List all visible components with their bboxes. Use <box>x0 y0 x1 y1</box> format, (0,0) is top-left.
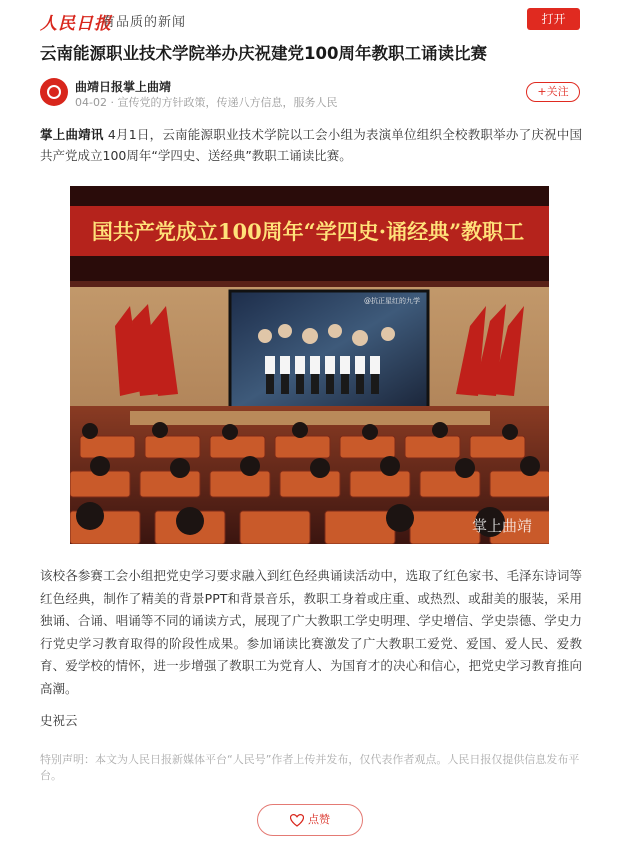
photo-watermark: 掌上曲靖 <box>471 517 532 535</box>
article-title: 云南能源职业技术学院举办庆祝建党100周年教职工诵读比赛 <box>40 44 487 63</box>
top-bar <box>0 0 623 38</box>
author-avatar[interactable] <box>40 78 68 106</box>
author-signature: 史祝云 <box>40 713 78 728</box>
publish-date: 04-02 <box>75 96 107 109</box>
author-meta <box>75 94 337 110</box>
tagline: 有品质的新闻 <box>102 15 187 30</box>
open-app-button[interactable]: 打开 <box>527 8 580 30</box>
banner-text: 国共产党成立100周年“学四史·诵经典”教职工 <box>91 219 525 244</box>
screen-text: @抗正星红的九学 <box>364 297 420 305</box>
lead-label: 掌上曲靖讯 <box>40 127 104 142</box>
follow-button[interactable]: +关注 <box>526 82 580 102</box>
heart-icon <box>290 814 304 827</box>
paragraph-1-text: 4月1日，云南能源职业技术学院以工会小组为表演单位组织全校教职举办了庆祝中国共产党成立100周年“学四史、送经典”教职工诵读比赛。 <box>40 127 582 163</box>
people-daily-logo[interactable]: 人民日报 <box>40 14 112 34</box>
like-button[interactable] <box>257 804 363 836</box>
author-row <box>40 78 585 110</box>
recital-stage-image <box>70 186 549 544</box>
author-name[interactable]: 曲靖日报掌上曲靖 <box>75 80 172 94</box>
author-motto: 宣传党的方针政策，传递八方信息，服务人民 <box>117 96 338 109</box>
like-label: 点赞 <box>308 813 330 826</box>
article-paragraph-2: 该校各参赛工会小组把党史学习要求融入到红色经典诵读活动中，选取了红色家书、毛泽东诗词等红色经典，制作了精美的背景PPT和背景音乐，教职工身着或庄重、或热烈、或甜美的服装，采用独诵、合诵、唱诵等不同的诵读方式，展现了广大教职工学史明理、学史增信、学史崇德、学史力行党史学习教育取得的阶段性成果。参加诵读比赛激发了广大教职工爱党、爱国、爱人民、爱教育、爱学校的情怀，进一步增强了教职工为党育人、为国育才的决心和信心，把党史学习教育推向高潮。 <box>40 568 582 696</box>
article-photo[interactable] <box>70 186 549 544</box>
meta-separator: · <box>110 96 118 109</box>
article-paragraph-1 <box>40 124 582 166</box>
special-disclaimer: 特别声明：本文为人民日报新媒体平台“人民号”作者上传并发布，仅代表作者观点。人民日报仅提供信息发布平台。 <box>40 753 580 782</box>
